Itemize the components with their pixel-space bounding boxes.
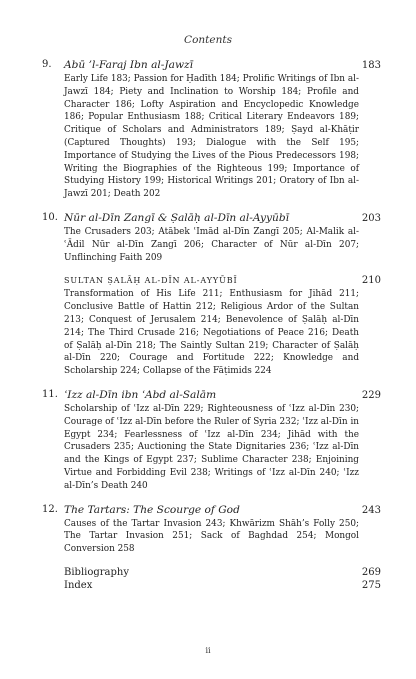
subsection-title: SULTAN ṢALĀḤ AL-DĪN AL-AYYŪBĪ [64, 276, 238, 286]
table-of-contents [42, 58, 381, 592]
page-number: 203 [361, 212, 381, 224]
page-folio: ii [205, 646, 211, 655]
chapter-title: Abū ’l-Faraj Ibn al-Jawzī [64, 59, 193, 71]
page-number: 269 [361, 566, 381, 578]
chapter-topics: Early Life 183; Passion for Ḥadīth 184; Prolific Writings of Ibn al-Jawzī 184; Piety and Inclination to Worship 184; Profile and Character 186; Lofty Aspiration and Encyclopedic Knowledge 186; Popular Enthusiasm 188; Critical Literary Endeavors 189; Critique of Scholars and Administrators 189; Ṣayd al-Khāṭir (Captured Thoughts) 193; Dialogue with the Self 195; Importance of Studying the Lives of the Pious Predecessors 198; Writing the Biographies of the Righteous 199; Importance of Studying History 199; Historical Writings 201; Oratory of Ibn al-Jawzī 201; Death 202 [64, 74, 359, 200]
index-title: Index [64, 579, 93, 591]
toc-entry-11 [42, 388, 381, 493]
chapter-topics: The Crusaders 203; Atābek ʿImād al-Dīn Zangī 205; Al-Malik al-ʿĀdil Nūr al-Dīn Zangī 206; Character of Nūr al-Dīn 207; Unflinching Faith 209 [64, 226, 359, 263]
toc-entry-10 [42, 211, 381, 264]
chapter-number: 12. [42, 503, 58, 515]
subsection-topics: Transformation of His Life 211; Enthusiasm for Jihād 211; Conclusive Battle of Hattin 212; Religious Ardor of the Sultan 213; Conquest of Jerusalem 214; Benevolence of Ṣalāḥ al-Dīn 214; The Third Crusade 216; Negotiations of Peace 216; Death of Ṣalāḥ al-Dīn 218; The Saintly Sultan 219; Character of Ṣalāḥ al-Dīn 220; Courage and Fortitude 222; Knowledge and Scholarship 224; Collapse of the Fāṭimids 224 [64, 289, 359, 377]
chapter-number: 9. [42, 59, 52, 70]
toc-entry-12 [42, 503, 381, 556]
toc-subsection-salah-al-din [64, 274, 381, 378]
page-number: 275 [361, 579, 381, 591]
bibliography-title: Bibliography [64, 566, 129, 578]
page-number: 243 [361, 504, 381, 516]
back-matter [64, 566, 381, 592]
toc-entry-9 [42, 58, 381, 201]
page-number: 229 [361, 389, 381, 401]
chapter-title: The Tartars: The Scourge of God [64, 503, 240, 516]
chapter-title: ʿIzz al-Dīn ibn ʿAbd al-Salām [64, 388, 217, 401]
page-number: 183 [361, 60, 381, 71]
chapter-title: Nūr al-Dīn Zangī & Ṣalāḥ al-Dīn al-Ayyūbī [64, 211, 290, 224]
running-title: Contents [184, 34, 232, 46]
chapter-topics: Causes of the Tartar Invasion 243; Khwārizm Shāh’s Folly 250; The Tartar Invasion 251; Sack of Baghdad 254; Mongol Conversion 258 [64, 518, 359, 555]
page-number: 210 [361, 275, 381, 287]
chapter-number: 11. [42, 388, 58, 400]
chapter-number: 10. [42, 211, 58, 223]
chapter-topics: Scholarship of ʿIzz al-Dīn 229; Righteousness of ʿIzz al-Dīn 230; Courage of ʿIzz al-Dīn before the Ruler of Syria 232; ʿIzz al-Dīn in Egypt 234; Fearlessness of ʿIzz al-Dīn 234; Jihād with the Crusaders 235; Auctioning the State Dignitaries 236; ʿIzz al-Dīn and the Kings of Egypt 237; Sublime Character 238; Enjoining Virtue and Forbidding Evil 238; Writings of ʿIzz al-Dīn 240; ʿIzz al-Dīn’s Death 240 [64, 403, 359, 491]
